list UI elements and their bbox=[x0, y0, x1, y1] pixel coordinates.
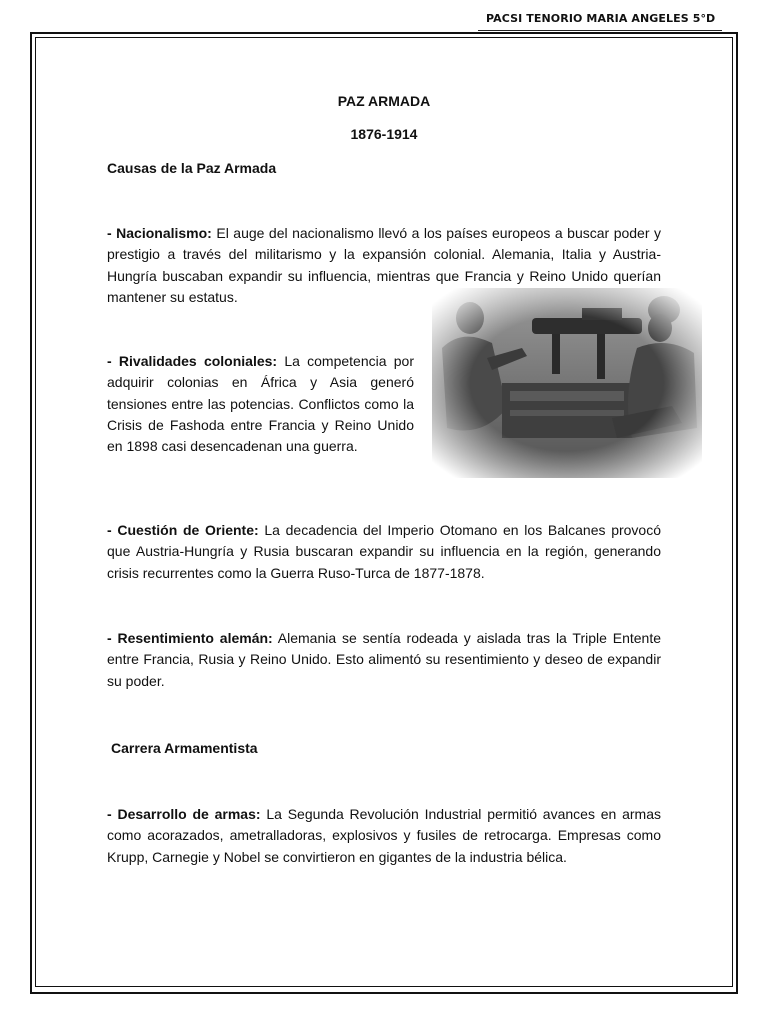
header-underline bbox=[478, 30, 722, 31]
soldiers-machine-gun-photo bbox=[432, 288, 702, 478]
page-subtitle-years: 1876-1914 bbox=[350, 126, 418, 142]
text-desarrollo-armas: La Segunda Revolución Industrial permitió avances en armas como acorazados, ametralladoras, explosivos y fusiles de retrocarga. Empresas como Krupp, Carnegie y Nobel se convirtieron en gigantes de la industria bélica. bbox=[107, 806, 661, 865]
student-name: PACSI TENORIO MARIA ANGELES 5°D bbox=[486, 12, 716, 25]
section-heading-causes: Causas de la Paz Armada bbox=[107, 160, 277, 176]
page-title: PAZ ARMADA bbox=[337, 93, 431, 109]
paragraph-cuestion-oriente bbox=[107, 520, 661, 584]
text-nacionalismo: El auge del nacionalismo llevó a los países europeos a buscar poder y prestigio a través del militarismo y la expansión colonial. Alemania, Italia y Austria-Hungría buscaban expandir su influencia, mientras que Francia y Reino Unido querían mantener su estatus. bbox=[107, 225, 661, 305]
term-resentimiento: - Resentimiento alemán: bbox=[107, 630, 273, 646]
text-cuestion-oriente: La decadencia del Imperio Otomano en los Balcanes provocó que Austria-Hungría y Rusia buscaran expandir su influencia en la región, generando crisis recurrentes como la Guerra Ruso-Turca de 1877-1878. bbox=[107, 522, 661, 581]
term-rivalidades: - Rivalidades coloniales: bbox=[107, 353, 278, 369]
term-nacionalismo: - Nacionalismo: bbox=[107, 225, 212, 241]
paragraph-resentimiento bbox=[107, 628, 661, 692]
text-resentimiento: Alemania se sentía rodeada y aislada tras la Triple Entente entre Francia, Rusia y Reino Unido. Esto alimentó su resentimiento y deseo de expandir su poder. bbox=[107, 630, 661, 689]
paragraph-rivalidades bbox=[107, 351, 414, 457]
term-desarrollo-armas: - Desarrollo de armas: bbox=[107, 806, 261, 822]
text-rivalidades: La competencia por adquirir colonias en África y Asia generó tensiones entre las potencias. Conflictos como la Crisis de Fashoda entre Francia y Reino Unido en 1898 casi desencadenan una guerra. bbox=[107, 353, 414, 455]
section-heading-arms-race: Carrera Armamentista bbox=[111, 740, 258, 756]
term-cuestion-oriente: - Cuestión de Oriente: bbox=[107, 522, 259, 538]
paragraph-desarrollo-armas bbox=[107, 804, 661, 868]
